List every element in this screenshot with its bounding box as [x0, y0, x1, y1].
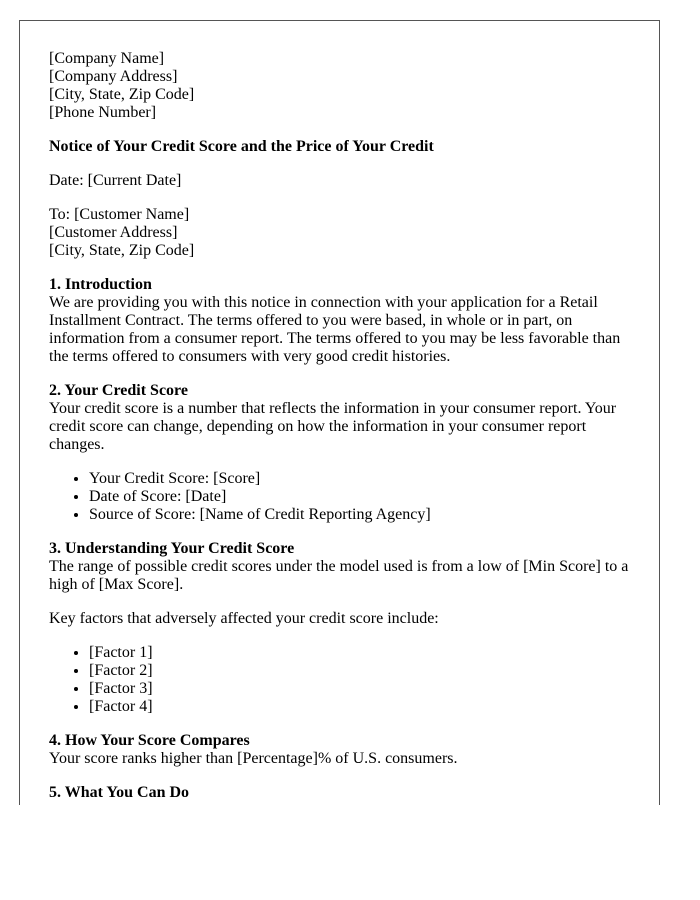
letter-page: [19, 20, 660, 805]
list-item: • [Factor 3]: [89, 680, 634, 698]
list-item: • Your Credit Score: [Score]: [89, 470, 634, 488]
section-text: We are providing you with this notice in connection with your application for a Retail Installment Contract. The terms offered to you were based, in whole or in part, on information from a consumer report. The terms offered to you may be less favorable than the terms offered to consumers with very good credit histories.: [49, 294, 621, 365]
section-heading: 5. What You Can Do: [49, 784, 190, 801]
section-heading: 2. Your Credit Score: [49, 382, 188, 399]
section-what-you-can-do: [49, 784, 634, 802]
section-score-comparison: [49, 732, 634, 768]
list-item: • Date of Score: [Date]: [89, 488, 634, 506]
list-item: • [Factor 1]: [89, 644, 634, 662]
letter-content: [49, 50, 634, 805]
list-item: • [Factor 4]: [89, 698, 634, 716]
sender-company-address: [Company Address]: [49, 68, 178, 85]
sender-phone-number: [Phone Number]: [49, 104, 157, 121]
section-heading: 1. Introduction: [49, 276, 152, 293]
section-credit-score: [49, 382, 634, 454]
section-text: Your credit score is a number that reflects the information in your consumer report. Your credit score can change, depending on how the information in your consumer report changes.: [49, 400, 617, 453]
date-line: Date: [Current Date]: [49, 172, 182, 189]
section-heading: 3. Understanding Your Credit Score: [49, 540, 295, 557]
section-heading: 4. How Your Score Compares: [49, 732, 250, 749]
factors-list: [49, 644, 634, 716]
list-item: • Source of Score: [Name of Credit Reporting Agency]: [89, 506, 634, 524]
sender-city-state-zip: [City, State, Zip Code]: [49, 86, 195, 103]
section-text: Your score ranks higher than [Percentage]% of U.S. consumers.: [49, 750, 458, 767]
factors-intro: Key factors that adversely affected your credit score include:: [49, 610, 439, 627]
credit-score-details-list: [49, 470, 634, 524]
recipient-name: To: [Customer Name]: [49, 206, 190, 223]
sender-block: [49, 50, 634, 122]
recipient-city-state-zip: [City, State, Zip Code]: [49, 242, 195, 259]
letter-title: Notice of Your Credit Score and the Price of Your Credit: [49, 138, 434, 155]
sender-company-name: [Company Name]: [49, 50, 165, 67]
recipient-block: [49, 206, 634, 260]
section-text: The range of possible credit scores under the model used is from a low of [Min Score] to a high of [Max Score].: [49, 558, 629, 593]
recipient-address: [Customer Address]: [49, 224, 178, 241]
section-introduction: [49, 276, 634, 366]
section-understanding-score: [49, 540, 634, 594]
list-item: • [Factor 2]: [89, 662, 634, 680]
